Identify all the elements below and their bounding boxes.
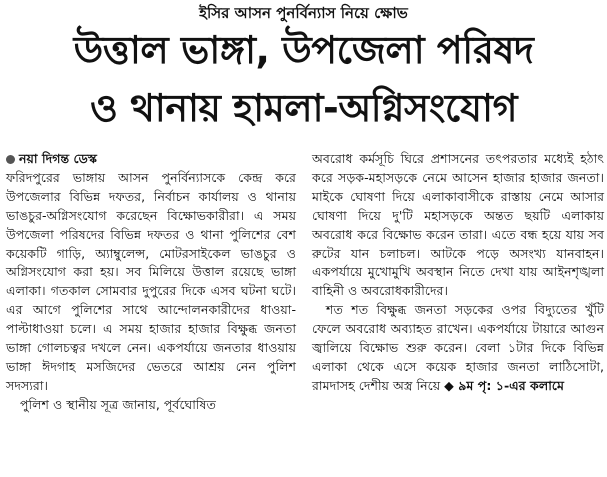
bullet-dot-icon <box>6 155 15 164</box>
continuation-text: ৯ম পৃ: ১-এর কলামে <box>458 377 564 393</box>
continuation-note: ◆ ৯ম পৃ: ১-এর কলামে <box>444 377 564 393</box>
body-paragraph <box>312 301 604 396</box>
body-paragraph: ফরিদপুরের ভাঙ্গায় আসন পুনর্বিন্যাসকে কেন্দ্র করে উপজেলার বিভিন্ন দফতর, নির্বাচন কার্যালয় ও থানায় ভাঙচুর-অগ্নিসংযোগ করেছেন বিক্ষোভকারীরা। এ সময় উপজেলা পরিষদের বিভিন্ন দফতর ও থানা পুলিশের বেশ কয়েকটি গাড়ি, অ্যাম্বুলেন্স, মোটরসাইকেল ভাঙচুর ও অগ্নিসংযোগ করা হয়। সব মিলিয়ে উত্তাল রয়েছে ভাঙ্গা এলাকা। গতকাল সোমবার দুপুরের দিকে এসব ঘটনা ঘটে। এর আগে পুলিশের সাথে আন্দোলনকারীদের ধাওয়া-পাল্টাধাওয়া চলে। এ সময় হাজার হাজার বিক্ষুব্ধ জনতা ভাঙ্গা গোলচত্বর দখলে নেন। একপর্যায়ে জনতার ধাওয়ায় ভাঙ্গা ঈদগাহ মসজিদের ভেতরে আশ্রয় নেন পুলিশ সদস্যরা। <box>6 169 296 393</box>
article-column-left <box>6 150 296 415</box>
body-paragraph: অবরোধ কর্মসূচি ঘিরে প্রশাসনের তৎপরতার মধ্যেই হঠাৎ করে সড়ক-মহাসড়কে নেমে আসেন হাজার হাজার জনতা। মাইকে ঘোষণা দিয়ে এলাকাবাসীকে রাস্তায় নেমে আসার ঘোষণা দিয়ে দু'টি মহাসড়কে অন্তত ছয়টি এলাকায় অবরোধ করে বিক্ষোভ করেন তারা। এতে বন্ধ হয়ে যায় সব রুটের যান চলাচল। আটকে পড়ে অসংখ্য যানবাহন। একপর্যায়ে মুখোমুখি অবস্থান নিতে দেখা যায় আইনশৃঙ্খলা বাহিনী ও অবরোধকারীদের। <box>312 151 604 299</box>
body-paragraph-text: শত শত বিক্ষুব্ধ জনতা সড়কের ওপর বিদ্যুতের খুঁটি ফেলে অবরোধ অব্যাহত রাখেন। একপর্যায়ে টায়ারে আগুন জ্বালিয়ে বিক্ষোভ শুরু করেন। বেলা ১টার দিকে বিভিন্ন এলাকা থেকে এসে কয়েক হাজার জনতা লাঠিসোটা, রামদাসহ দেশীয় অস্ত্র নিয়ে <box>312 302 604 393</box>
headline-line-1: উত্তাল ভাঙ্গা, উপজেলা পরিষদ <box>73 28 534 72</box>
headline-line-2: ও থানায় হামলা-অগ্নিসংযোগ <box>90 86 517 130</box>
body-paragraph: পুলিশ ও স্থানীয় সূত্র জানায়, পূর্বঘোষিত <box>20 396 216 412</box>
article-column-right <box>312 150 604 396</box>
byline-text: নয়া দিগন্ত ডেস্ক <box>19 151 97 166</box>
article-kicker: ইসির আসন পুনর্বিন্যাস নিয়ে ক্ষোভ <box>199 4 408 22</box>
byline <box>6 150 296 169</box>
